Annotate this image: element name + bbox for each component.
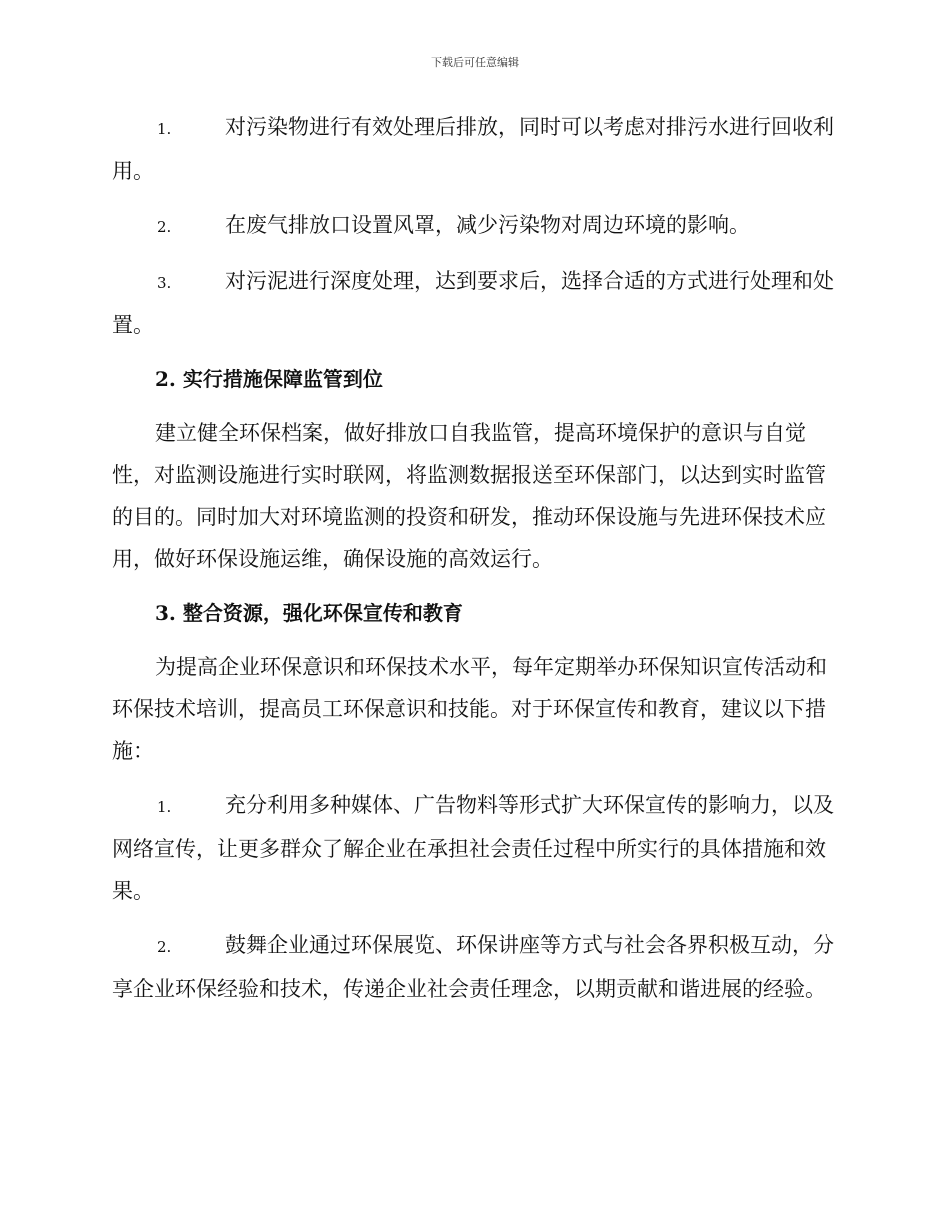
list-item [112,924,834,1010]
list-item [112,784,834,912]
section-paragraph: 为提高企业环保意识和环保技术水平，每年定期举办环保知识宣传活动和环保技术培训，提高员工环保意识和技能。对于环保宣传和教育，建议以下措施： [112,655,827,763]
section-paragraph: 建立健全环保档案，做好排放口自我监管，提高环境保护的意识与自觉性，对监测设施进行实时联网，将监测数据报送至环保部门，以达到实时监管的目的。同时加大对环境监测的投资和研发，推动环保设施与先进环保技术应用，做好环保设施运维，确保设施的高效运行。 [112,421,826,571]
list-item [112,204,834,248]
page-header: 下载后可任意编辑 [431,56,519,69]
list-text: 鼓舞企业通过环保展览、环保讲座等方式与社会各界积极互动，分享企业环保经验和技术，传递企业社会责任理念，以期贡献和谐进展的经验。 [112,933,834,1001]
list-number: 1. [157,120,172,138]
list-item [112,106,834,192]
section-heading: 3. 整合资源，强化环保宣传和教育 [155,601,463,625]
document-body [112,106,834,1022]
list-item [112,260,834,346]
list-number: 2. [157,218,172,236]
list-number: 3. [157,274,172,292]
section-heading: 2. 实行措施保障监管到位 [155,367,383,391]
list-text: 充分利用多种媒体、广告物料等形式扩大环保宣传的影响力，以及网络宣传，让更多群众了解企业在承担社会责任过程中所实行的具体措施和效果。 [112,793,834,903]
list-number: 1. [157,798,172,816]
list-number: 2. [157,938,172,956]
list-text: 在废气排放口设置风罩，减少污染物对周边环境的影响。 [225,213,750,237]
list-text: 对污染物进行有效处理后排放，同时可以考虑对排污水进行回收利用。 [112,115,834,183]
list-text: 对污泥进行深度处理，达到要求后，选择合适的方式进行处理和处置。 [112,269,834,337]
